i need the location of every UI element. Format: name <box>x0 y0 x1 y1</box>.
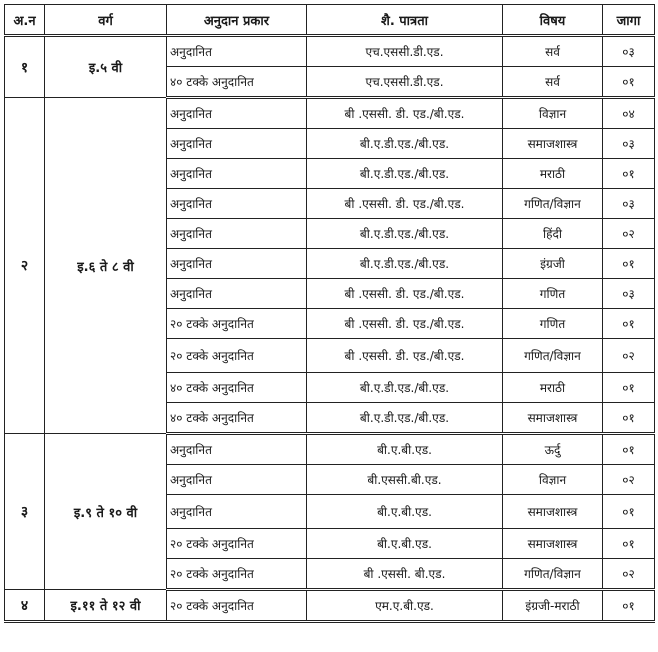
group-serial: १ <box>5 36 45 98</box>
cell-qualification: एच.एससी.डी.एड. <box>307 67 503 98</box>
cell-grant-type: ४० टक्के अनुदानित <box>167 67 307 98</box>
cell-qualification: एम.ए.बी.एड. <box>307 590 503 622</box>
cell-qualification: बी.ए.बी.एड. <box>307 434 503 465</box>
header-qualification: शै. पात्रता <box>307 5 503 36</box>
cell-grant-type: अनुदानित <box>167 465 307 495</box>
cell-grant-type: अनुदानित <box>167 98 307 129</box>
cell-qualification: बी.ए.बी.एड. <box>307 495 503 529</box>
cell-grant-type: अनुदानित <box>167 219 307 249</box>
cell-posts: ०१ <box>603 403 655 434</box>
header-serial: अ.न <box>5 5 45 36</box>
cell-posts: ०१ <box>603 590 655 622</box>
cell-subject: गणित <box>503 309 603 339</box>
cell-qualification: बी.एससी.बी.एड. <box>307 465 503 495</box>
table-row <box>5 590 655 622</box>
cell-subject: मराठी <box>503 159 603 189</box>
group-serial: ३ <box>5 434 45 590</box>
cell-posts: ०१ <box>603 529 655 559</box>
cell-qualification: एच.एससी.डी.एड. <box>307 36 503 67</box>
table-body <box>5 36 655 622</box>
cell-posts: ०१ <box>603 373 655 403</box>
group-serial: ४ <box>5 590 45 622</box>
cell-qualification: बी .एससी. डी. एड./बी.एड. <box>307 98 503 129</box>
cell-grant-type: अनुदानित <box>167 129 307 159</box>
cell-subject: विज्ञान <box>503 465 603 495</box>
cell-posts: ०३ <box>603 36 655 67</box>
cell-grant-type: अनुदानित <box>167 495 307 529</box>
cell-qualification: बी.ए.डी.एड./बी.एड. <box>307 129 503 159</box>
cell-grant-type: अनुदानित <box>167 249 307 279</box>
cell-qualification: बी.ए.डी.एड./बी.एड. <box>307 219 503 249</box>
cell-posts: ०२ <box>603 219 655 249</box>
cell-subject: समाजशास्त्र <box>503 495 603 529</box>
cell-subject: सर्व <box>503 36 603 67</box>
cell-posts: ०३ <box>603 279 655 309</box>
cell-grant-type: २० टक्के अनुदानित <box>167 309 307 339</box>
cell-subject: मराठी <box>503 373 603 403</box>
cell-qualification: बी.ए.बी.एड. <box>307 529 503 559</box>
cell-qualification: बी.ए.डी.एड./बी.एड. <box>307 159 503 189</box>
vacancy-table-wrapper <box>4 4 654 623</box>
group-class: इ.६ ते ८ वी <box>45 98 167 434</box>
group-class: इ.९ ते १० वी <box>45 434 167 590</box>
cell-posts: ०१ <box>603 159 655 189</box>
cell-qualification: बी .एससी. डी. एड./बी.एड. <box>307 279 503 309</box>
cell-subject: विज्ञान <box>503 98 603 129</box>
cell-subject: गणित/विज्ञान <box>503 559 603 590</box>
cell-subject: समाजशास्त्र <box>503 403 603 434</box>
cell-subject: समाजशास्त्र <box>503 129 603 159</box>
cell-subject: समाजशास्त्र <box>503 529 603 559</box>
cell-posts: ०२ <box>603 559 655 590</box>
cell-posts: ०१ <box>603 434 655 465</box>
cell-subject: ऊर्दु <box>503 434 603 465</box>
cell-subject: गणित <box>503 279 603 309</box>
cell-grant-type: ४० टक्के अनुदानित <box>167 403 307 434</box>
cell-qualification: बी.ए.डी.एड./बी.एड. <box>307 403 503 434</box>
cell-grant-type: अनुदानित <box>167 159 307 189</box>
cell-qualification: बी .एससी. डी. एड./बी.एड. <box>307 339 503 373</box>
cell-grant-type: अनुदानित <box>167 279 307 309</box>
table-row <box>5 36 655 67</box>
header-grant-type: अनुदान प्रकार <box>167 5 307 36</box>
table-row <box>5 434 655 465</box>
cell-qualification: बी .एससी. डी. एड./बी.एड. <box>307 189 503 219</box>
cell-grant-type: अनुदानित <box>167 434 307 465</box>
cell-posts: ०१ <box>603 309 655 339</box>
vacancy-table <box>4 4 655 623</box>
group-class: इ.५ वी <box>45 36 167 98</box>
cell-subject: इंग्रजी <box>503 249 603 279</box>
group-serial: २ <box>5 98 45 434</box>
cell-qualification: बी .एससी. बी.एड. <box>307 559 503 590</box>
group-class: इ.११ ते १२ वी <box>45 590 167 622</box>
header-posts: जागा <box>603 5 655 36</box>
cell-posts: ०३ <box>603 189 655 219</box>
cell-posts: ०१ <box>603 67 655 98</box>
cell-grant-type: अनुदानित <box>167 36 307 67</box>
cell-posts: ०१ <box>603 249 655 279</box>
cell-subject: इंग्रजी-मराठी <box>503 590 603 622</box>
cell-subject: हिंदी <box>503 219 603 249</box>
cell-posts: ०१ <box>603 495 655 529</box>
header-row <box>5 5 655 36</box>
cell-subject: गणित/विज्ञान <box>503 339 603 373</box>
cell-subject: गणित/विज्ञान <box>503 189 603 219</box>
header-subject: विषय <box>503 5 603 36</box>
cell-posts: ०४ <box>603 98 655 129</box>
table-row <box>5 98 655 129</box>
cell-grant-type: २० टक्के अनुदानित <box>167 590 307 622</box>
header-class: वर्ग <box>45 5 167 36</box>
cell-grant-type: २० टक्के अनुदानित <box>167 339 307 373</box>
cell-qualification: बी.ए.डी.एड./बी.एड. <box>307 373 503 403</box>
cell-grant-type: ४० टक्के अनुदानित <box>167 373 307 403</box>
cell-posts: ०३ <box>603 129 655 159</box>
cell-subject: सर्व <box>503 67 603 98</box>
cell-qualification: बी .एससी. डी. एड./बी.एड. <box>307 309 503 339</box>
cell-grant-type: २० टक्के अनुदानित <box>167 559 307 590</box>
cell-grant-type: अनुदानित <box>167 189 307 219</box>
cell-grant-type: २० टक्के अनुदानित <box>167 529 307 559</box>
cell-posts: ०२ <box>603 465 655 495</box>
cell-posts: ०२ <box>603 339 655 373</box>
cell-qualification: बी.ए.डी.एड./बी.एड. <box>307 249 503 279</box>
